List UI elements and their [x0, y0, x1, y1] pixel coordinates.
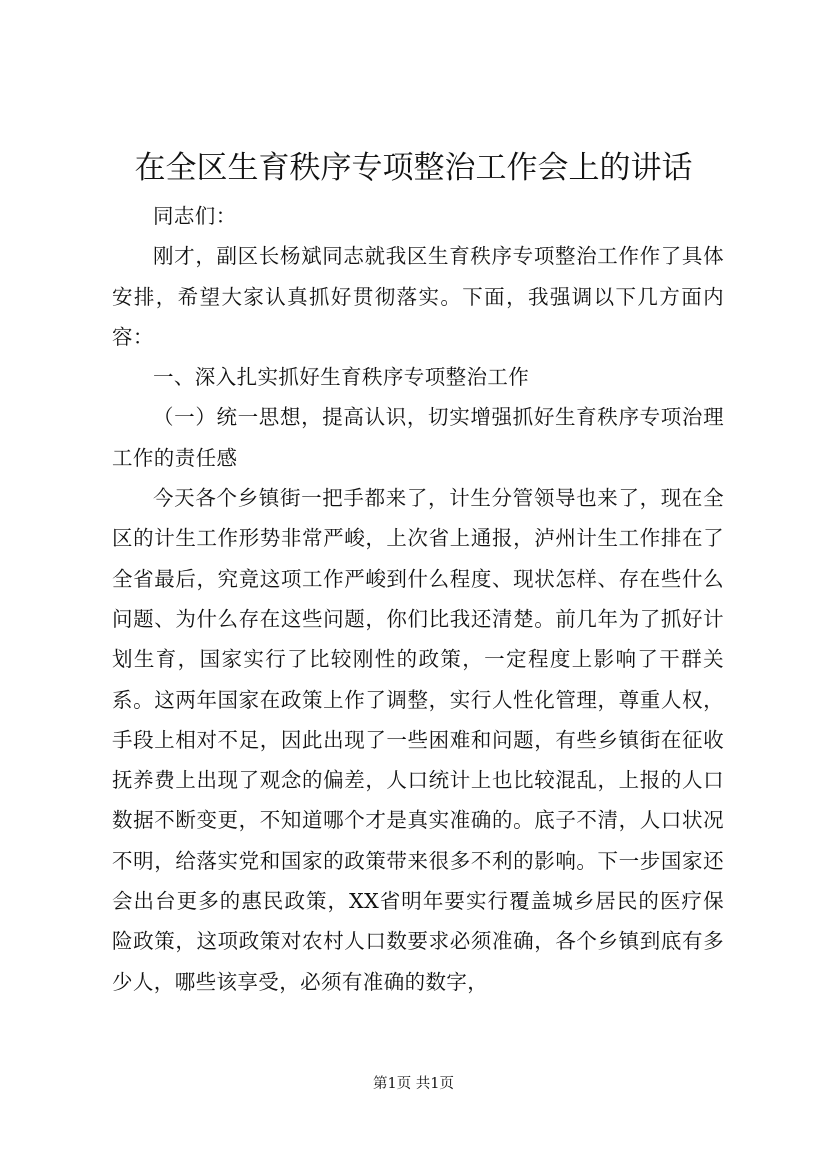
section-heading: 一、深入扎实抓好生育秩序专项整治工作	[153, 365, 530, 390]
intro-paragraph: 刚才，副区长杨斌同志就我区生育秩序专项整治工作作了具体安排，希望大家认真抓好贯彻落实。下面，我强调以下几方面内容：	[112, 244, 724, 349]
subsection-heading: （一）统一思想，提高认识，切实增强抓好生育秩序专项治理工作的责任感	[112, 405, 724, 470]
document-body	[112, 196, 724, 1002]
page-number-footer: 第1页 共1页	[372, 1076, 455, 1092]
body-paragraph: 今天各个乡镇街一把手都来了，计生分管领导也来了，现在全区的计生工作形势非常严峻，上次省上通报，泸州计生工作排在了全省最后，究竟这项工作严峻到什么程度、现状怎样、存在些什么问题、为什么存在这些问题，你们比我还清楚。前几年为了抓好计划生育，国家实行了比较刚性的政策，一定程度上影响了干群关系。这两年国家在政策上作了调整，实行人性化管理，尊重人权，手段上相对不足，因此出现了一些困难和问题，有些乡镇街在征收抚养费上出现了观念的偏差，人口统计上也比较混乱，上报的人口数据不断变更，不知道哪个才是真实准确的。底子不清，人口状况不明，给落实党和国家的政策带来很多不利的影响。下一步国家还会出台更多的惠民政策，XX省明年要实行覆盖城乡居民的医疗保险政策，这项政策对农村人口数要求必须准确，各个乡镇到底有多少人，哪些该享受，必须有准确的数字，	[112, 486, 724, 994]
salutation-paragraph: 同志们：	[153, 204, 237, 228]
document-title: 在全区生育秩序专项整治工作会上的讲话	[134, 150, 693, 186]
